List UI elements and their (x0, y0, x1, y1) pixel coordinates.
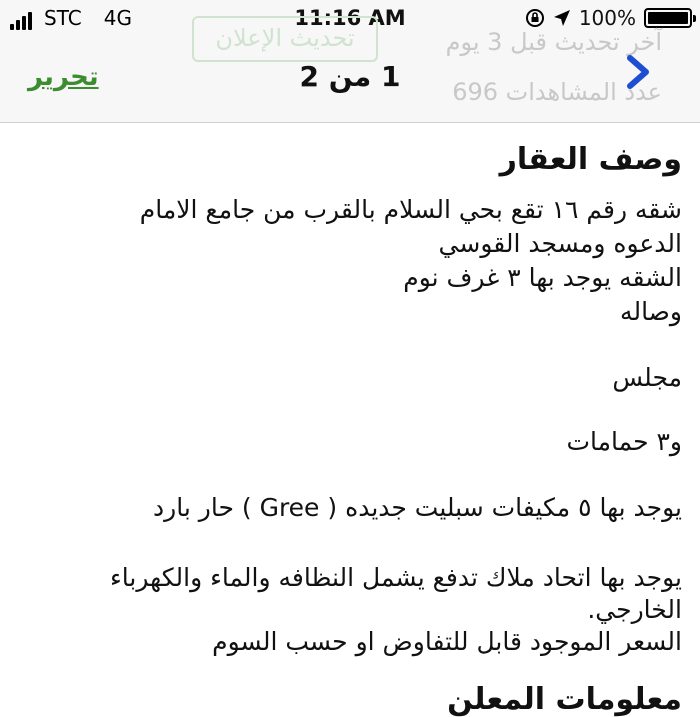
description-line: يوجد بها اتحاد ملاك تدفع يشمل النظافه والماء والكهرباء (110, 563, 682, 592)
advertiser-info-title: معلومات المعلن (447, 682, 682, 717)
description-line: الخارجي. (587, 595, 682, 624)
description-line: شقه رقم ١٦ تقع بحي السلام بالقرب من جامع الامام (139, 195, 682, 224)
description-line: السعر الموجود قابل للتفاوض او حسب السوم (212, 627, 682, 656)
description-line: وصاله (620, 297, 682, 326)
description-line: الشقه يوجد بها ٣ غرف نوم (403, 263, 682, 292)
status-right (525, 6, 692, 30)
orientation-lock-icon (525, 8, 545, 28)
network-type: 4G (103, 6, 132, 30)
location-icon (553, 9, 571, 27)
chevron-right-icon[interactable] (618, 52, 658, 92)
carrier-name: STC (44, 6, 82, 30)
description-line: و٣ حمامات (566, 427, 682, 456)
description-line: الدعوه ومسجد القوسي (438, 229, 682, 258)
battery-icon (644, 8, 692, 28)
last-update-text: آخر تحديث قبل 3 يوم (445, 28, 662, 56)
navigation-bar (0, 24, 700, 123)
description-line: يوجد بها ٥ مكيفات سبليت جديده ( Gree ) حار بارد (153, 493, 682, 522)
page-counter: 1 من 2 (299, 60, 401, 93)
refresh-listing-button[interactable]: تحديث الإعلان (192, 16, 378, 62)
clock: 11:16 AM (294, 6, 406, 30)
views-count-text: عدد المشاهدات 696 (452, 78, 662, 106)
description-line: مجلس (612, 363, 682, 392)
battery-percent: 100% (578, 6, 636, 30)
description-title: وصف العقار (499, 142, 682, 177)
edit-button[interactable]: تحرير (28, 62, 99, 92)
